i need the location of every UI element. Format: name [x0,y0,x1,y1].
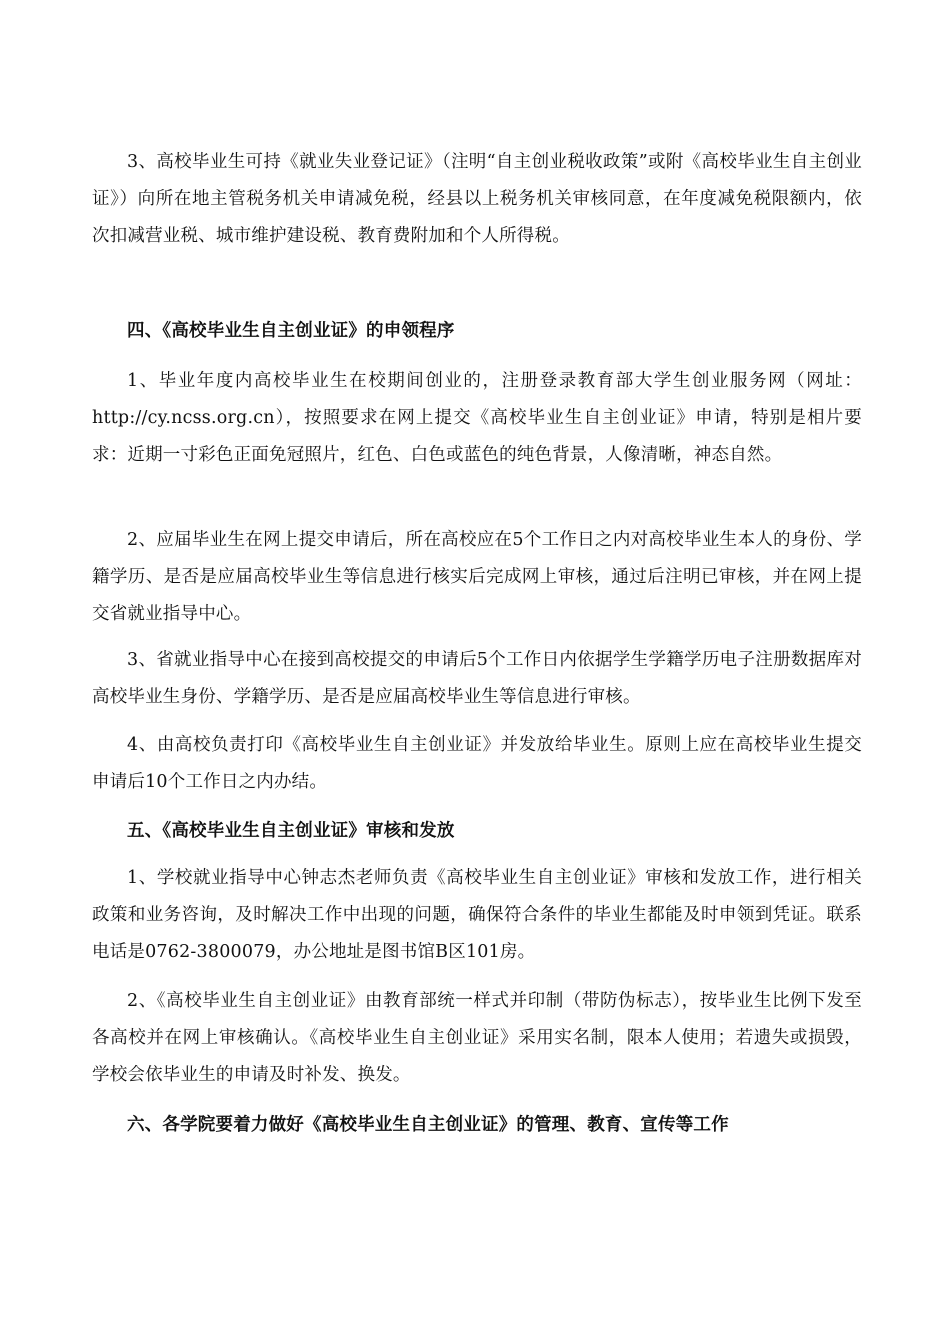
section-heading-4: 四、《高校毕业生自主创业证》的申领程序 [127,321,455,341]
paragraph-review-2: 2、《高校毕业生自主创业证》由教育部统一样式并印制（带防伪标志），按毕业生比例下发至各高校并在网上审核确认。《高校毕业生自主创业证》采用实名制，限本人使用；若遗失或损毁，学校会依毕业生的申请及时补发、换发。 [92,991,862,1085]
section-heading-5: 五、《高校毕业生自主创业证》审核和发放 [127,821,455,841]
paragraph-step-1: 1、毕业年度内高校毕业生在校期间创业的，注册登录教育部大学生创业服务网（网址：http://cy.ncss.org.cn），按照要求在网上提交《高校毕业生自主创业证》申请，特别是相片要求：近期一寸彩色正面免冠照片，红色、白色或蓝色的纯色背景，人像清晰，神态自然。 [92,371,862,465]
paragraph-step-4: 4、由高校负责打印《高校毕业生自主创业证》并发放给毕业生。原则上应在高校毕业生提交申请后10个工作日之内办结。 [92,735,862,792]
paragraph-review-1: 1、学校就业指导中心钟志杰老师负责《高校毕业生自主创业证》审核和发放工作，进行相关政策和业务咨询，及时解决工作中出现的问题，确保符合条件的毕业生都能及时申领到凭证。联系电话是0762-3800079，办公地址是图书馆B区101房。 [92,868,862,962]
paragraph-tax-reduction: 3、高校毕业生可持《就业失业登记证》（注明“自主创业税收政策”或附《高校毕业生自主创业证》）向所在地主管税务机关申请减免税，经县以上税务机关审核同意，在年度减免税限额内，依次扣减营业税、城市维护建设税、教育费附加和个人所得税。 [92,152,862,246]
paragraph-step-3: 3、省就业指导中心在接到高校提交的申请后5个工作日内依据学生学籍学历电子注册数据库对高校毕业生身份、学籍学历、是否是应届高校毕业生等信息进行审核。 [92,650,862,707]
section-heading-6: 六、各学院要着力做好《高校毕业生自主创业证》的管理、教育、宣传等工作 [127,1115,729,1135]
paragraph-step-2: 2、应届毕业生在网上提交申请后，所在高校应在5个工作日之内对高校毕业生本人的身份、学籍学历、是否是应届高校毕业生等信息进行核实后完成网上审核，通过后注明已审核，并在网上提交省就业指导中心。 [92,530,862,624]
